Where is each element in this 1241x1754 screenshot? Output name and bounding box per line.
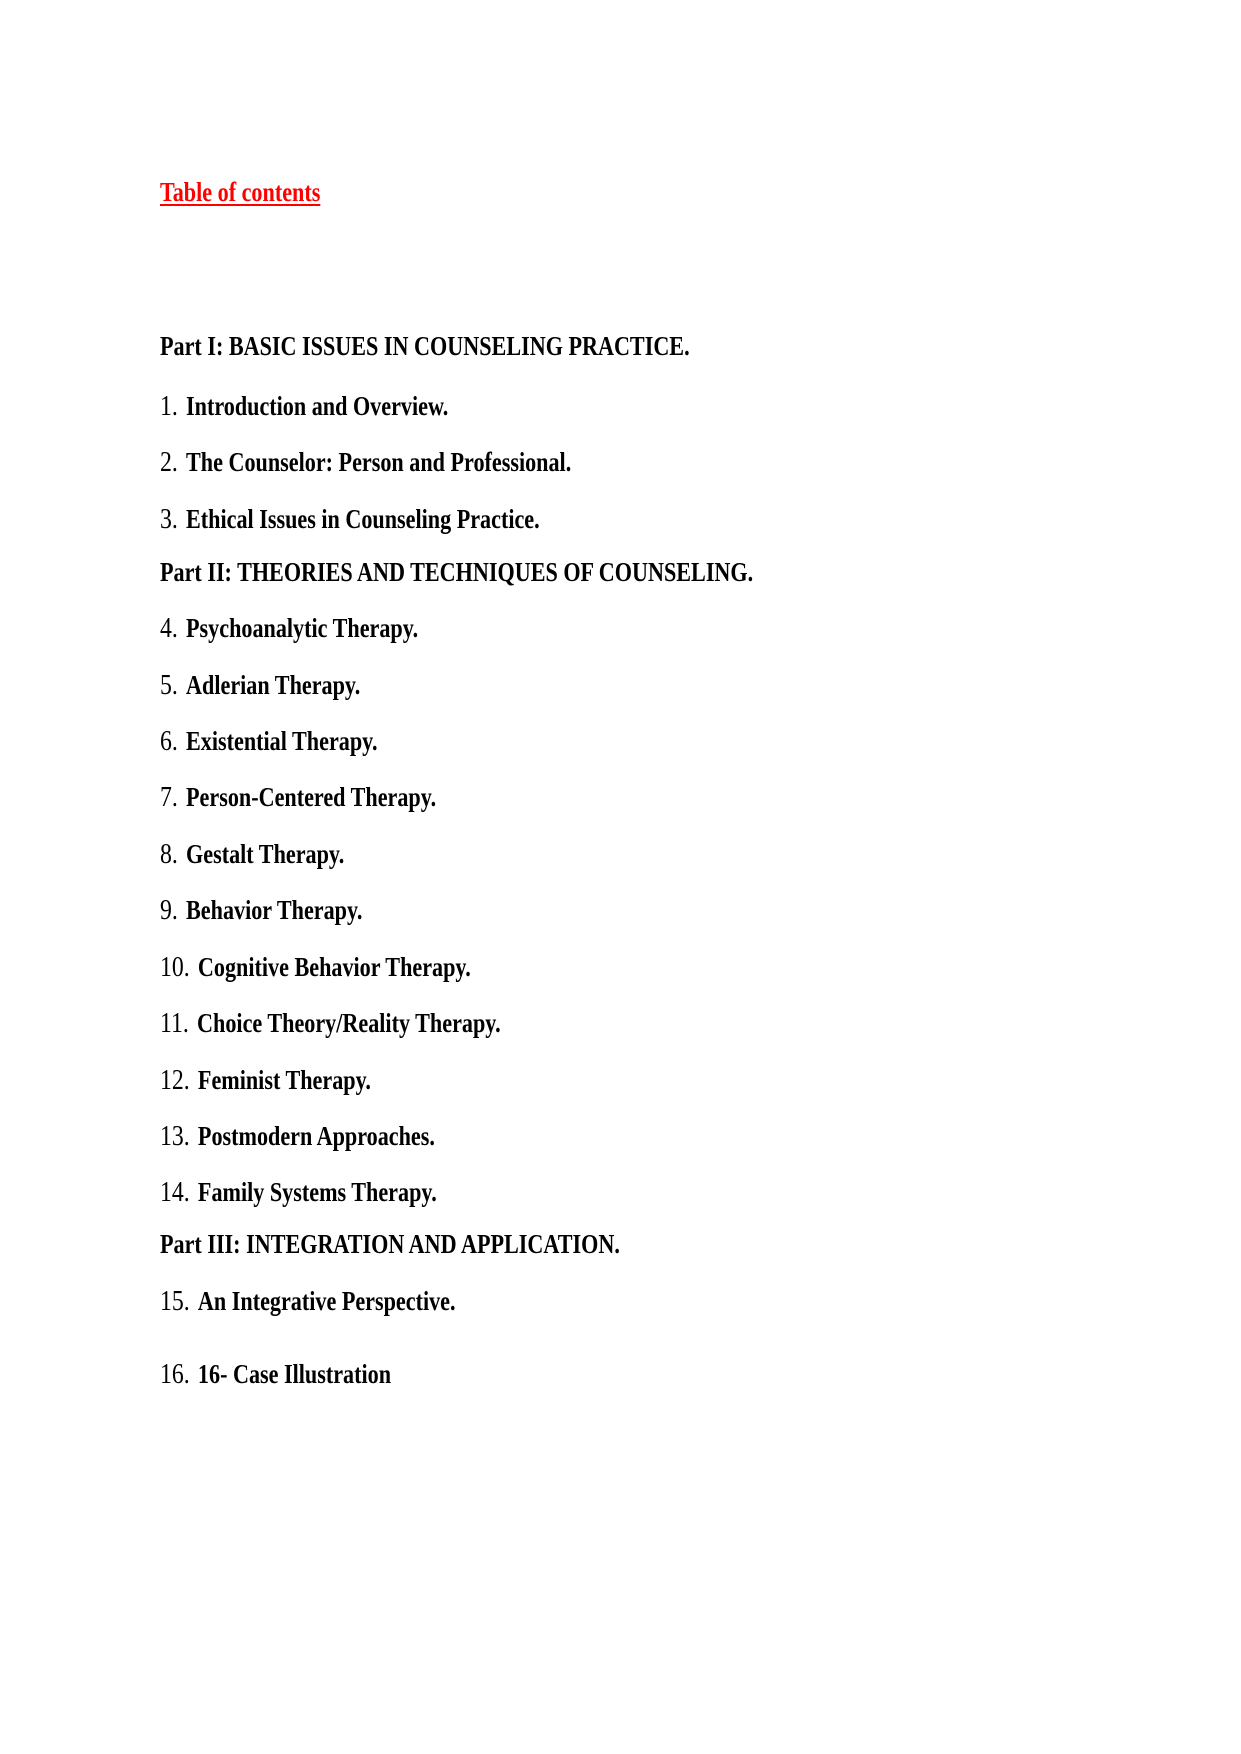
chapter-title: Choice Theory/Reality Therapy. [197,1008,501,1038]
chapter-number: 4. [160,612,178,644]
chapter-number: 3. [160,503,178,535]
chapter-number: 9. [160,894,178,926]
chapter-number: 8. [160,838,178,870]
chapter-number: 6. [160,725,178,757]
chapter-number: 11. [160,1007,189,1039]
toc-chapter-entry[interactable] [160,1064,371,1096]
chapter-title: Postmodern Approaches. [197,1121,435,1151]
part-title: Part II: THEORIES AND TECHNIQUES OF COUNSELING. [160,557,754,587]
part-title: Part I: BASIC ISSUES IN COUNSELING PRACTICE. [160,331,690,361]
chapter-title: 16- Case Illustration [197,1359,392,1389]
toc-title[interactable]: Table of contents [160,177,321,207]
chapter-title: Behavior Therapy. [186,895,363,925]
chapter-title: Cognitive Behavior Therapy. [197,952,471,982]
toc-part-heading[interactable] [160,330,690,362]
chapter-number: 13. [160,1120,190,1152]
chapter-number: 1. [160,390,178,422]
toc-chapter-entry[interactable] [160,951,471,983]
part-title: Part III: INTEGRATION AND APPLICATION. [160,1229,620,1259]
toc-chapter-entry[interactable] [160,612,418,644]
toc-chapter-entry[interactable] [160,781,436,813]
chapter-number: 12. [160,1064,190,1096]
chapter-title: The Counselor: Person and Professional. [186,447,572,477]
chapter-number: 15. [160,1285,190,1317]
chapter-title: Psychoanalytic Therapy. [186,613,419,643]
chapter-number: 16. [160,1358,190,1390]
toc-chapter-entry[interactable] [160,1285,456,1317]
chapter-title: Family Systems Therapy. [197,1177,437,1207]
toc-chapter-entry[interactable] [160,1176,437,1208]
chapter-title: Ethical Issues in Counseling Practice. [186,504,540,534]
toc-chapter-entry[interactable] [160,446,571,478]
chapter-title: Existential Therapy. [186,726,378,756]
chapter-number: 14. [160,1176,190,1208]
toc-part-heading[interactable] [160,1228,620,1260]
toc-chapter-entry[interactable] [160,669,360,701]
chapter-title: Introduction and Overview. [186,391,449,421]
chapter-title: An Integrative Perspective. [197,1286,456,1316]
chapter-title: Gestalt Therapy. [186,839,345,869]
toc-chapter-entry[interactable] [160,503,540,535]
toc-chapter-entry[interactable] [160,838,344,870]
chapter-number: 7. [160,781,178,813]
toc-chapter-entry[interactable] [160,1007,501,1039]
toc-chapter-entry[interactable] [160,390,448,422]
toc-chapter-entry[interactable] [160,1120,435,1152]
chapter-title: Adlerian Therapy. [186,670,361,700]
chapter-number: 2. [160,446,178,478]
chapter-number: 10. [160,951,190,983]
toc-chapter-entry[interactable] [160,1358,391,1390]
toc-chapter-entry[interactable] [160,894,362,926]
chapter-title: Feminist Therapy. [197,1065,371,1095]
toc-part-heading[interactable] [160,556,753,588]
chapter-number: 5. [160,669,178,701]
chapter-title: Person-Centered Therapy. [186,782,437,812]
toc-chapter-entry[interactable] [160,725,378,757]
